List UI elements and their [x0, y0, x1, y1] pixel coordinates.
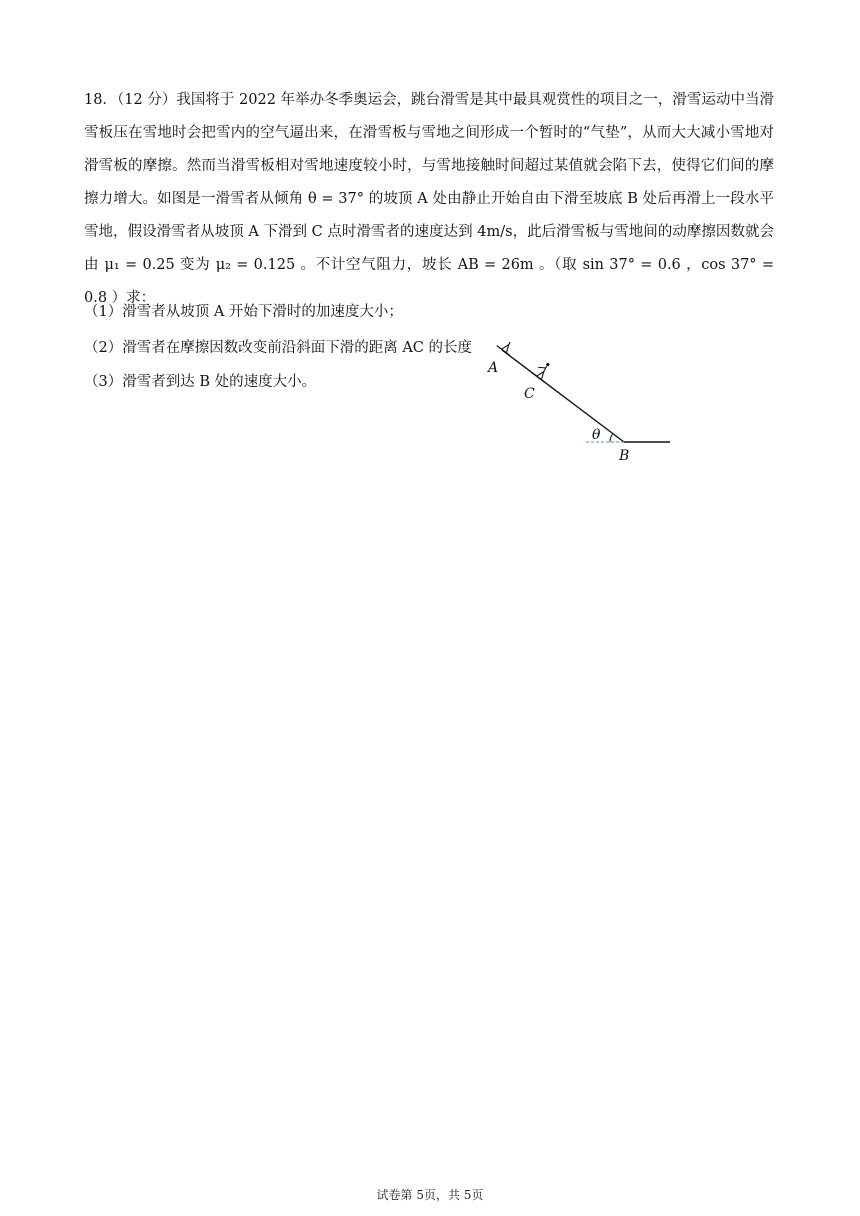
problem-text: 18．（12 分）我国将于 2022 年举办冬季奥运会，跳台滑雪是其中最具观赏性的项目之一，滑雪运动中当滑雪板压在雪地时会把雪内的空气逼出来，在滑雪板与雪地之间形成一个暂时的“气垫”，从而大大减小雪地对滑雪板的摩擦。然而当滑雪板相对雪地速度较小时，与雪地接触时间超过某值就会陷下去，使得它们间的摩擦力增大。如图是一滑雪者从倾角 θ = 37° 的坡顶 A 处由静止开始自由下滑至坡底 B 处后再滑上一段水平雪地，假设滑雪者从坡顶 A 下滑到 C 点时滑雪者的速度达到 4m/s，此后滑雪板与雪地间的动摩擦因数就会由 μ₁ = 0.25 变为 μ₂ = 0.125 。不计空气阻力，坡长 AB = 26m 。（取 sin 37° = 0.6 ，cos 37° = 0.8 ）求： [84, 92, 774, 306]
page-footer: 试卷第 5页，共 5页 [376, 1188, 484, 1202]
question-3: （3）滑雪者到达 B 处的速度大小。 [84, 374, 317, 390]
question-1: （1）滑雪者从坡顶 A 开始下滑时的加速度大小； [84, 304, 403, 320]
skier-icon-c [532, 359, 555, 383]
label-b: B [619, 448, 630, 464]
label-c: C [524, 386, 535, 402]
skier-icon-a [497, 342, 520, 355]
slope-diagram [482, 342, 678, 466]
label-a: A [488, 360, 499, 376]
question-2: （2）滑雪者在摩擦因数改变前沿斜面下滑的距离 AC 的长度 [84, 340, 473, 356]
label-theta: θ [592, 427, 601, 443]
problem-18 [84, 84, 774, 315]
slope-line [502, 350, 624, 442]
angle-arc [610, 434, 613, 442]
